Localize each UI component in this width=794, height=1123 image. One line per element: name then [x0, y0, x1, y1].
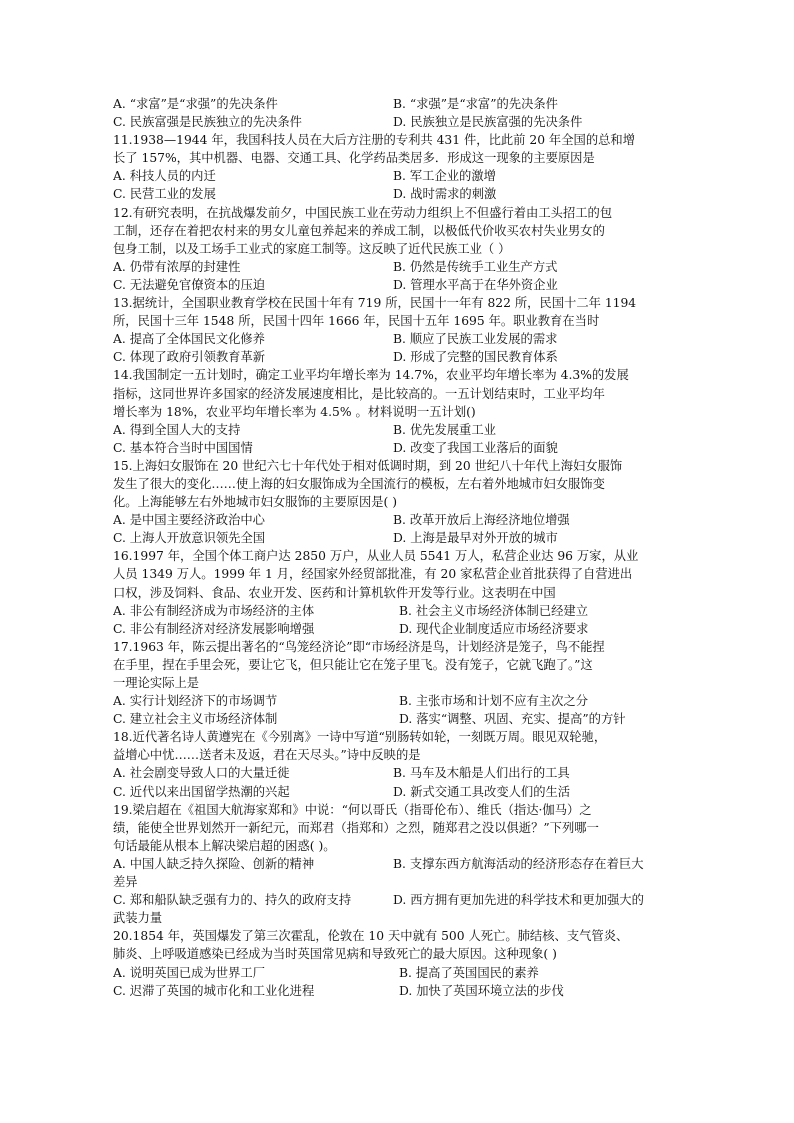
- question-stem-line: 一理论实际上是: [113, 676, 200, 690]
- option-d: D. 管理水平高于在华外资企业: [393, 277, 558, 292]
- question-stem-line: 18.近代著名诗人黄遵宪在《今别离》一诗中写道“别肠转如轮，一刻既万周。眼见双轮驰，: [113, 730, 607, 745]
- option-c: C. 基本符合当时中国国情: [113, 440, 253, 455]
- question-stem-line: 11.1938—1944 年，我国科技人员在大后方注册的专利共 431 件，比此前 20 年全国的总和增: [113, 133, 636, 148]
- option-b: B. 军工企业的激增: [393, 169, 496, 184]
- question-stem-line: 肺炎、上呼吸道感染已经成为当时英国常见病和导致死亡的最大原因。这种现象( ): [113, 947, 557, 962]
- option-d: D. 民族独立是民族富强的先决条件: [393, 115, 583, 130]
- option-row: [113, 602, 681, 620]
- option-row: [113, 710, 681, 728]
- question-stem-line: 19.梁启超在《祖国大航海家郑和》中说：“何以哥氏（指哥伦布）、维氏（指达·伽马）之: [113, 802, 592, 817]
- option-c: C. 非公有制经济对经济发展影响增强: [113, 621, 315, 636]
- question-stem-line: 包身工制，以及工场手工业式的家庭工制等。这反映了近代民族工业（ ）: [113, 241, 511, 256]
- option-a: A. 得到全国人大的支持: [113, 422, 241, 437]
- option-b: B. 主张市场和计划不应有主次之分: [399, 694, 589, 709]
- option-d: D. 加快了英国环境立法的步伐: [399, 983, 564, 998]
- question-stem-line: 化。上海能够左右外地城市妇女服饰的主要原因是( ): [113, 495, 398, 510]
- option-a: A. 社会剧变导致人口的大量迁徙: [113, 766, 290, 781]
- question-17: [113, 638, 681, 728]
- option-a: A. 科技人员的内迁: [113, 169, 216, 184]
- question-stem-line: 13.据统计，全国职业教育学校在民国十年有 719 所，民国十一年有 822 所，民国十二年 1194: [113, 296, 637, 311]
- option-row: [113, 348, 681, 366]
- option-d: D. 形成了完整的国民教育体系: [393, 350, 558, 365]
- option-b: B. 支撑东西方航海活动的经济形态存在着巨大: [393, 856, 644, 871]
- option-d: D. 战时需求的刺激: [393, 187, 497, 202]
- question-stem-line: 14.我国制定一五计划时，确定工业平均年增长率为 14.7%，农业平均年增长率为 4.3%的发展: [113, 368, 629, 383]
- question-stem-line: 口权，涉及饲料、食品、农业开发、医药和计算机软件开发等行业。这表明在中国: [113, 585, 556, 600]
- option-row: [113, 620, 681, 638]
- question-stem-line: 16.1997 年，全国个体工商户达 2850 万户，从业人员 5541 万人，私营企业达 96 万家，从业: [113, 549, 639, 564]
- question-14: [113, 366, 681, 456]
- option-b: B. 仍然是传统手工业生产方式: [393, 259, 558, 274]
- option-d: D. 现代企业制度适应市场经济要求: [399, 621, 589, 636]
- option-row: [113, 421, 681, 439]
- option-row: [113, 964, 681, 982]
- option-row: [113, 113, 681, 131]
- option-d: D. 上海是最早对外开放的城市: [393, 531, 558, 546]
- option-d: D. 新式交通工具改变人们的生活: [393, 784, 571, 799]
- option-a: A. 提高了全体国民文化修养: [113, 332, 265, 347]
- option-c: C. 建立社会主义市场经济体制: [113, 712, 278, 727]
- question-stem-line: 15.上海妇女服饰在 20 世纪六七十年代处于相对低调时期，到 20 世纪八十年代上海妇女服饰: [113, 458, 623, 473]
- option-d-continued: 武装力量: [113, 911, 163, 926]
- option-row: [113, 529, 681, 547]
- option-b: B. 提高了英国国民的素养: [399, 965, 539, 980]
- option-row: [113, 855, 681, 873]
- option-b: B. 顺应了民族工业发展的需求: [393, 332, 558, 347]
- option-row: [113, 692, 681, 710]
- question-10-options: [113, 95, 681, 131]
- question-18: [113, 728, 681, 800]
- question-11: [113, 131, 681, 203]
- option-b: B. 马车及木船是人们出行的工具: [393, 766, 570, 781]
- option-b: B. 社会主义市场经济体制已经建立: [399, 603, 589, 618]
- question-stem-line: 所，民国十三年 1548 所，民国十四年 1666 年，民国十五年 1695 年。职业教育在当时: [113, 314, 600, 329]
- option-a: A. 中国人缺乏持久探险、创新的精神: [113, 856, 315, 871]
- option-row: [113, 439, 681, 457]
- question-stem-line: 在手里，捏在手里会死，要让它飞，但只能让它在笼子里飞。没有笼子，它就飞跑了。”这: [113, 657, 593, 672]
- option-d: D. 落实“调整、巩固、充实、提高”的方针: [399, 712, 626, 727]
- option-d: D. 改变了我国工业落后的面貌: [393, 440, 558, 455]
- question-19: [113, 801, 681, 928]
- option-row: [113, 764, 681, 782]
- question-stem-line: 指标，这同世界许多国家的经济发展速度相比，是比较高的。一五计划结束时，工业平均年: [113, 386, 605, 401]
- option-row: [113, 330, 681, 348]
- option-row: [113, 783, 681, 801]
- option-b: B. “求强”是“求富”的先决条件: [393, 97, 558, 111]
- question-stem-line: 益增心中忧……送者未及返，君在天尽头。”诗中反映的是: [113, 748, 421, 763]
- option-row: [113, 95, 681, 113]
- option-row: [113, 167, 681, 185]
- option-a: A. 是中国主要经济政治中心: [113, 513, 265, 528]
- question-stem-line: 增长率为 18%，农业平均年增长率为 4.5% 。材料说明一五计划(): [113, 404, 476, 419]
- question-15: [113, 457, 681, 547]
- question-13: [113, 294, 681, 366]
- question-stem-line: 人员 1349 万人。1999 年 1 月，经国家外经贸部批准，有 20 家私营企业首批获得了自营进出: [113, 567, 633, 582]
- option-row: [113, 258, 681, 276]
- option-row: [113, 982, 681, 1000]
- question-stem-line: 12.有研究表明，在抗战爆发前夕，中国民族工业在劳动力组织上不但盛行着由工头招工的包: [113, 205, 613, 220]
- question-stem-line: 长了 157%，其中机器、电器、交通工具、化学药品类居多．形成这一现象的主要原因是: [113, 151, 595, 166]
- option-a: A. “求富”是“求强”的先决条件: [113, 97, 278, 111]
- option-c: C. 迟滞了英国的城市化和工业化进程: [113, 983, 315, 998]
- option-c: C. 民营工业的发展: [113, 187, 216, 202]
- option-a: A. 说明英国已成为世界工厂: [113, 965, 265, 980]
- question-stem-line: 绩，能使全世界划然开一新纪元，而郑君（指郑和）之烈，随郑君之没以俱逝？”下列哪一: [113, 820, 599, 835]
- option-d: D. 西方拥有更加先进的科学技术和更加强大的: [393, 893, 644, 908]
- question-stem-line: 句话最能从根本上解决梁启超的困惑( )。: [113, 838, 336, 853]
- option-c: C. 上海人开放意识领先全国: [113, 531, 266, 546]
- question-stem-line: 17.1963 年，陈云提出著名的“鸟笼经济论”即“市场经济是鸟，计划经济是笼子，鸟不能捏: [113, 639, 605, 654]
- question-stem-line: 工制，还存在着把农村来的男女儿童包养起来的养成工制，以极低代价收买农村失业男女的: [113, 223, 605, 238]
- exam-page: [113, 95, 681, 1000]
- option-row: [113, 276, 681, 294]
- option-c: C. 近代以来出国留学热潮的兴起: [113, 784, 290, 799]
- option-c: C. 郑和船队缺乏强有力的、持久的政府支持: [113, 893, 352, 908]
- question-stem-line: 20.1854 年，英国爆发了第三次霍乱，伦敦在 10 天中就有 500 人死亡。肺结核、支气管炎、: [113, 929, 629, 944]
- option-c: C. 民族富强是民族独立的先决条件: [113, 115, 302, 130]
- option-c: C. 体现了政府引领教育革新: [113, 350, 266, 365]
- option-b: B. 改革开放后上海经济地位增强: [393, 513, 570, 528]
- option-row: [113, 185, 681, 203]
- option-a: A. 实行计划经济下的市场调节: [113, 694, 278, 709]
- question-stem-line: 发生了很大的变化……使上海的妇女服饰成为全国流行的模板，左右着外地城市妇女服饰变: [113, 476, 605, 491]
- option-row: [113, 511, 681, 529]
- option-a: A. 仍带有浓厚的封建性: [113, 259, 241, 274]
- question-20: [113, 927, 681, 999]
- option-row: [113, 891, 681, 909]
- option-b: B. 优先发展重工业: [393, 422, 496, 437]
- question-12: [113, 204, 681, 294]
- question-16: [113, 547, 681, 637]
- option-c: C. 无法避免官僚资本的压迫: [113, 277, 266, 292]
- option-a: A. 非公有制经济成为市场经济的主体: [113, 603, 315, 618]
- option-b-continued: 差异: [113, 875, 138, 890]
